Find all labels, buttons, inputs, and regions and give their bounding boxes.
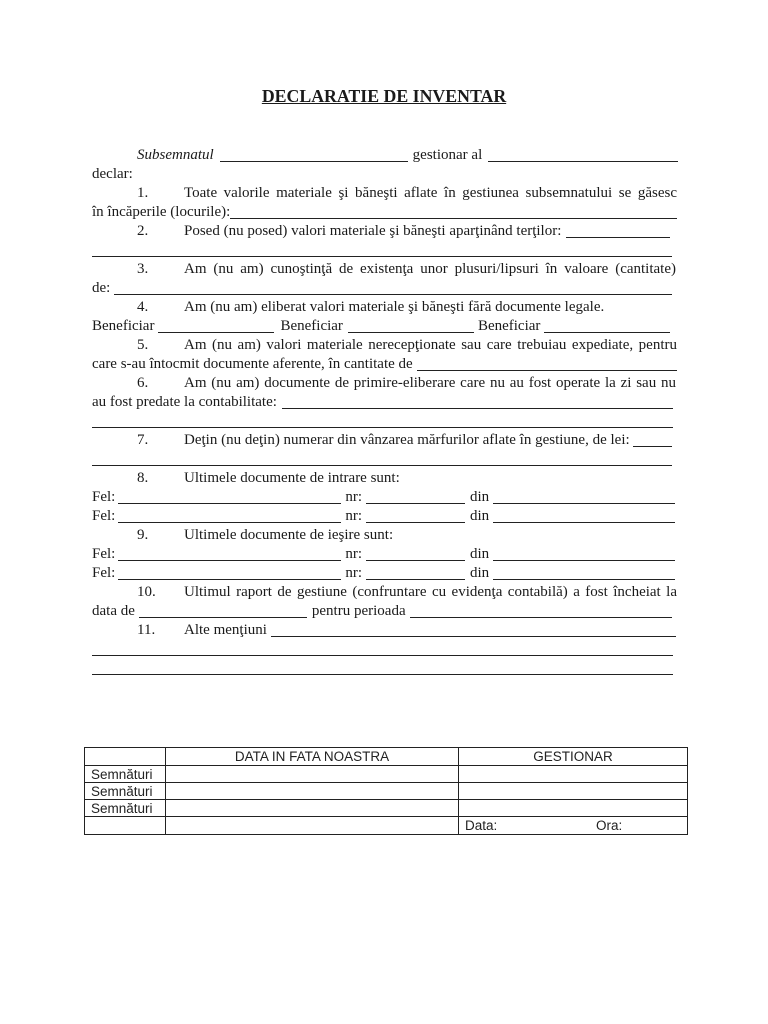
item-1-continuation-line: [92, 203, 678, 222]
document-title: [0, 85, 768, 107]
table-row: [85, 766, 688, 783]
declar-label: declar:: [92, 166, 133, 182]
item-11-number: 11.: [137, 622, 156, 638]
item-6-text: Am (nu am) documente de primire-eliberare care nu au fost operate la zi sau nu: [184, 375, 676, 391]
item-6-line: [92, 374, 678, 393]
blank-line: [92, 241, 672, 257]
gestionar-header: GESTIONAR: [459, 748, 688, 766]
item-10-line: [92, 583, 678, 602]
gestionar-signature-cell: [459, 783, 688, 800]
gestionar-al-label: gestionar al: [412, 147, 483, 163]
date-label: din: [470, 508, 490, 524]
item-11-blank-line-2: [92, 659, 678, 678]
blank-line: [92, 659, 673, 675]
item-7-text: Deţin (nu deţin) numerar din vânzarea mărfurilor aflate în gestiune, de lei:: [184, 432, 630, 448]
entry-document-row-1: [92, 488, 678, 507]
de-label: de:: [92, 280, 111, 296]
item-5-line: [92, 336, 678, 355]
item-4-line: [92, 298, 678, 317]
beneficiary-label-1: Beneficiar: [92, 318, 155, 334]
item-1-line: [92, 184, 678, 203]
type-blank: [118, 507, 341, 523]
locations-blank: [230, 203, 677, 219]
signature-table: [84, 747, 688, 835]
accounting-label: au fost predate la contabilitate:: [92, 394, 277, 410]
beneficiary-1-blank: [158, 317, 274, 333]
number-blank: [366, 488, 465, 504]
item-7-line: [92, 431, 678, 450]
date-label: din: [470, 565, 490, 581]
table-row: [85, 817, 688, 835]
report-date-label: data de: [92, 603, 135, 619]
date-blank: [493, 564, 675, 580]
period-blank: [410, 602, 672, 618]
declar-line: [92, 165, 678, 184]
cash-amount-blank: [633, 431, 672, 447]
item-11-line: [92, 621, 678, 640]
item-5-number: 5.: [137, 337, 149, 353]
item-2-blank-line: [92, 241, 678, 260]
number-blank: [366, 545, 465, 561]
number-blank: [366, 507, 465, 523]
item-9-number: 9.: [137, 527, 149, 543]
entry-document-row-2: [92, 507, 678, 526]
item-2-number: 2.: [137, 223, 149, 239]
period-label: pentru perioada: [311, 603, 406, 619]
quantity-blank: [417, 355, 677, 371]
type-blank: [118, 545, 341, 561]
item-3-continuation-line: [92, 279, 678, 298]
item-6-blank-line: [92, 412, 678, 431]
item-4-number: 4.: [137, 299, 149, 315]
item-3-line: [92, 260, 678, 279]
witness-signature-cell: [166, 766, 459, 783]
table-row: [85, 800, 688, 817]
beneficiary-line: [92, 317, 678, 336]
quantity-label: care s-au întocmit documente aferente, în cantitate de: [92, 356, 413, 372]
empty-cell: [85, 817, 166, 835]
table-row: [85, 783, 688, 800]
witness-signature-cell: [166, 800, 459, 817]
item-6-number: 6.: [137, 375, 149, 391]
type-label: Fel:: [92, 546, 116, 562]
date-blank: [493, 507, 675, 523]
item-8-line: [92, 469, 678, 488]
number-label: nr:: [345, 489, 363, 505]
empty-header-cell: [85, 748, 166, 766]
type-label: Fel:: [92, 489, 116, 505]
unprocessed-documents-blank: [282, 393, 673, 409]
item-8-number: 8.: [137, 470, 149, 486]
exit-document-row-2: [92, 564, 678, 583]
item-5-text: Am (nu am) valori materiale nerecepţionate sau care trebuiau expediate, pentru: [184, 337, 677, 353]
item-1-number: 1.: [137, 185, 149, 201]
item-7-blank-line: [92, 450, 678, 469]
item-4-text: Am (nu am) eliberat valori materiale şi băneşti fără documente legale.: [184, 299, 605, 315]
signatures-label: Semnături: [85, 800, 166, 817]
declaration-body: [92, 146, 678, 678]
witness-signature-cell: [166, 783, 459, 800]
exit-document-row-1: [92, 545, 678, 564]
date-label: Data:: [465, 818, 498, 833]
beneficiary-label-2: Beneficiar: [280, 318, 343, 334]
empty-cell: [166, 817, 459, 835]
item-2-text: Posed (nu posed) valori materiale şi băneşti aparţinând terţilor:: [184, 223, 562, 239]
beneficiary-3-blank: [544, 317, 670, 333]
item-5-continuation-line: [92, 355, 678, 374]
witness-header: DATA IN FATA NOASTRA: [166, 748, 459, 766]
item-1-text: Toate valorile materiale şi băneşti aflate în gestiunea subsemnatului se găsesc: [184, 185, 677, 201]
item-10-number: 10.: [137, 584, 156, 600]
type-label: Fel:: [92, 508, 116, 524]
blank-line: [92, 450, 672, 466]
locations-label: în încăperile (locurile):: [92, 204, 231, 220]
beneficiary-2-blank: [348, 317, 474, 333]
date-blank: [493, 545, 675, 561]
blank-line: [92, 412, 673, 428]
management-unit-blank: [488, 146, 678, 162]
subsemnatul-label: Subsemnatul: [137, 147, 214, 163]
item-11-text: Alte menţiuni: [184, 622, 267, 638]
date-label: din: [470, 546, 490, 562]
type-blank: [118, 564, 341, 580]
item-8-text: Ultimele documente de intrare sunt:: [184, 470, 400, 486]
number-label: nr:: [345, 546, 363, 562]
signature-table-header: [85, 748, 688, 766]
number-label: nr:: [345, 508, 363, 524]
title-text: DECLARATIE DE INVENTAR: [261, 86, 507, 106]
blank-line: [92, 640, 673, 656]
gestionar-signature-cell: [459, 800, 688, 817]
declarant-line: [92, 146, 678, 165]
item-9-text: Ultimele documente de ieşire sunt:: [184, 527, 394, 543]
item-6-continuation-line: [92, 393, 678, 412]
item-10-continuation-line: [92, 602, 678, 621]
time-label: Ora:: [596, 818, 623, 833]
gestionar-signature-cell: [459, 766, 688, 783]
declarant-name-blank: [220, 146, 408, 162]
date-label: din: [470, 489, 490, 505]
beneficiary-label-3: Beneficiar: [477, 318, 541, 334]
date-blank: [493, 488, 675, 504]
date-time-cell: [459, 817, 688, 835]
item-9-line: [92, 526, 678, 545]
signatures-label: Semnături: [85, 766, 166, 783]
other-mentions-blank: [271, 621, 676, 637]
item-3-number: 3.: [137, 261, 149, 277]
number-blank: [366, 564, 465, 580]
third-party-values-blank: [566, 222, 670, 238]
type-label: Fel:: [92, 565, 116, 581]
type-blank: [118, 488, 341, 504]
item-7-number: 7.: [137, 432, 149, 448]
item-3-text: Am (nu am) cunoştinţă de existenţa unor plusuri/lipsuri în valoare (cantitate): [184, 261, 676, 277]
number-label: nr:: [345, 565, 363, 581]
item-11-blank-line-1: [92, 640, 678, 659]
signatures-label: Semnături: [85, 783, 166, 800]
item-10-text: Ultimul raport de gestiune (confruntare cu evidenţa contabilă) a fost încheiat la: [184, 584, 677, 600]
report-date-blank: [139, 602, 307, 618]
item-2-line: [92, 222, 678, 241]
surplus-shortage-blank: [114, 279, 672, 295]
